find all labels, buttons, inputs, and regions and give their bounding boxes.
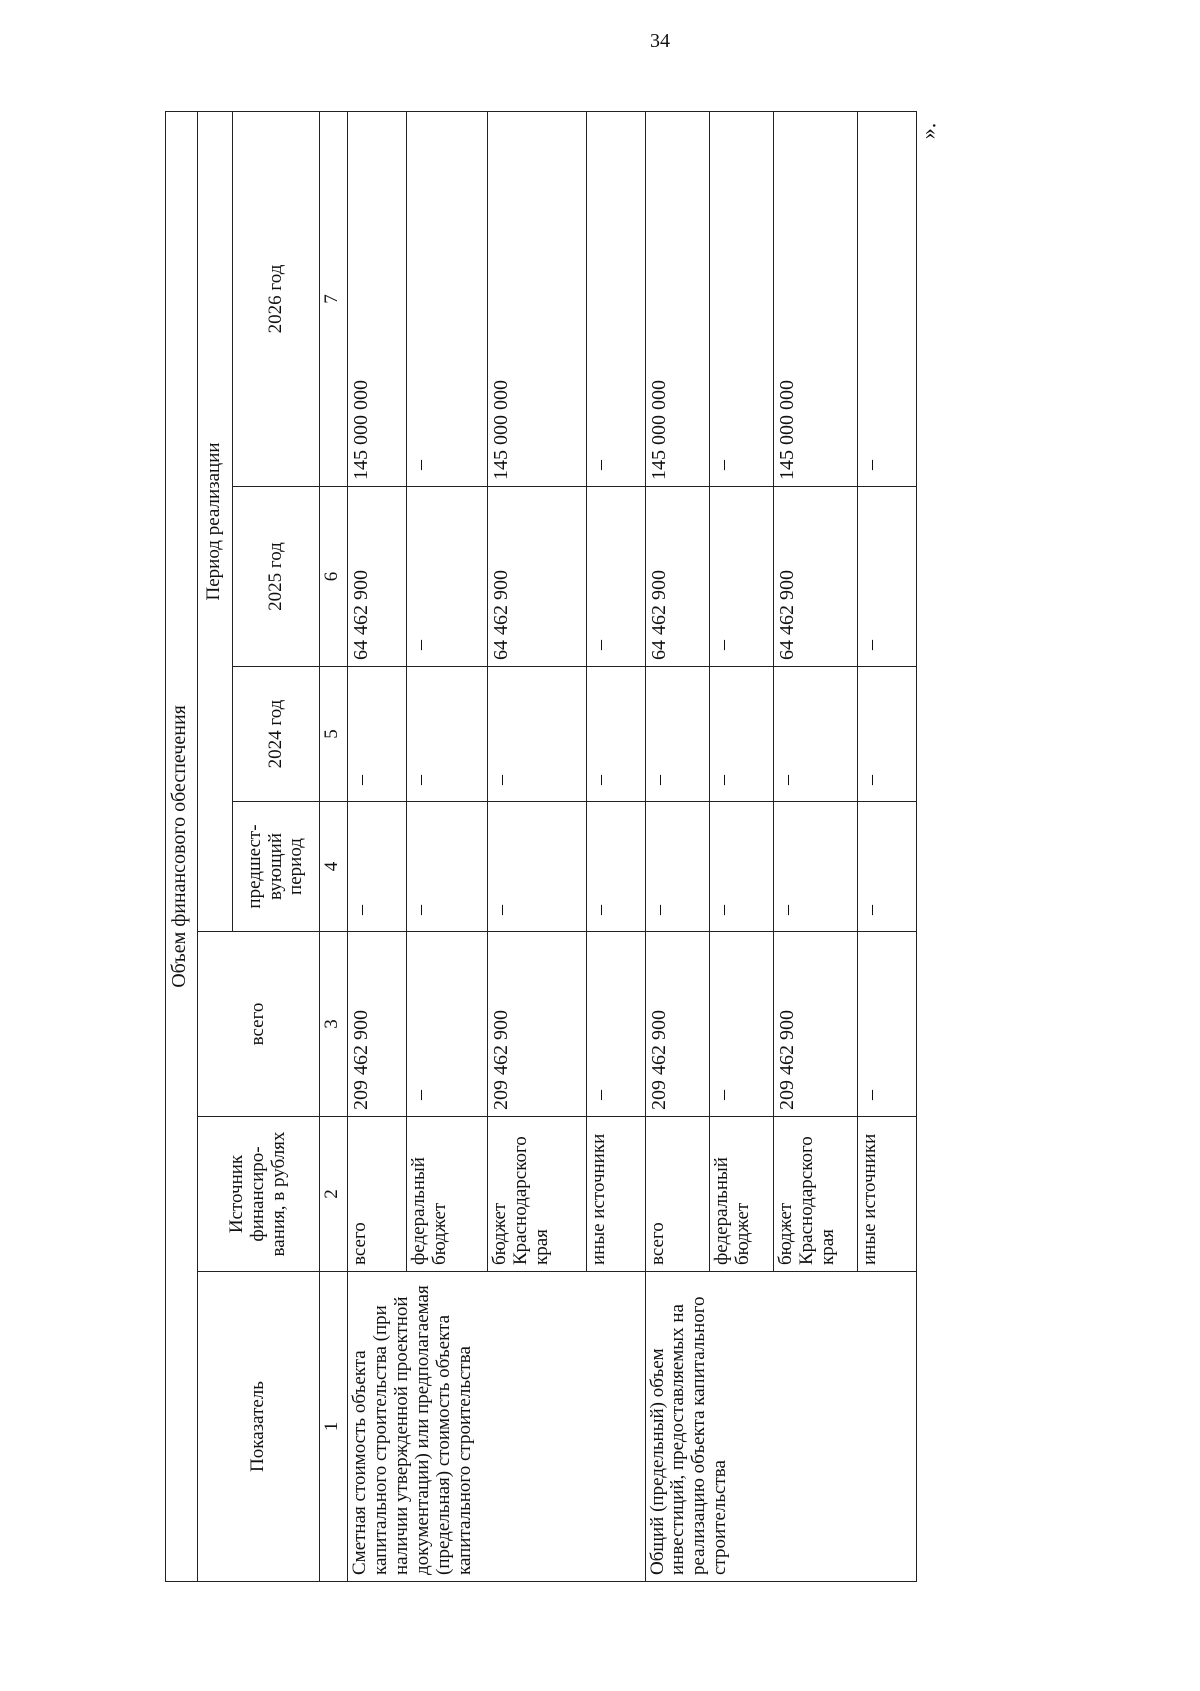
value-cell: 64 462 900 xyxy=(487,487,586,667)
value-cell: 209 462 900 xyxy=(774,932,858,1117)
value-cell: – xyxy=(348,667,407,802)
value-cell: 64 462 900 xyxy=(645,487,709,667)
value-cell: – xyxy=(407,487,487,667)
value-cell: – xyxy=(586,111,645,486)
value-cell: 64 462 900 xyxy=(774,487,858,667)
column-number: 3 xyxy=(320,932,348,1117)
value-cell: – xyxy=(586,667,645,802)
header-source: Источник финансиро-вания, в рублях xyxy=(198,1117,320,1272)
value-cell: – xyxy=(709,487,773,667)
value-cell: – xyxy=(857,802,916,932)
value-cell: – xyxy=(487,667,586,802)
value-cell: 145 000 000 xyxy=(645,111,709,486)
column-number: 1 xyxy=(320,1272,348,1582)
header-2024: 2024 год xyxy=(232,667,320,802)
value-cell: – xyxy=(709,667,773,802)
value-cell: – xyxy=(857,111,916,486)
financing-table-rotated xyxy=(165,112,917,1582)
value-cell: – xyxy=(586,932,645,1117)
column-numbers-row xyxy=(320,111,348,1581)
source-cell: иные источники xyxy=(586,1117,645,1272)
table-row xyxy=(645,111,709,1581)
source-cell: всего xyxy=(645,1117,709,1272)
header-2026: 2026 год xyxy=(232,111,320,486)
value-cell: – xyxy=(586,802,645,932)
value-cell: – xyxy=(709,111,773,486)
column-number: 5 xyxy=(320,667,348,802)
source-cell: бюджет Краснодарского края xyxy=(487,1117,586,1272)
value-cell: – xyxy=(348,802,407,932)
source-cell: всего xyxy=(348,1117,407,1272)
value-cell: 209 462 900 xyxy=(487,932,586,1117)
column-number: 6 xyxy=(320,487,348,667)
source-cell: федеральный бюджет xyxy=(709,1117,773,1272)
header-2025: 2025 год xyxy=(232,487,320,667)
value-cell: 145 000 000 xyxy=(487,111,586,486)
closing-quote-mark: ». xyxy=(915,122,941,140)
value-cell: – xyxy=(857,487,916,667)
value-cell: – xyxy=(857,667,916,802)
value-cell: – xyxy=(586,487,645,667)
header-period-group: Период реализации xyxy=(198,111,232,931)
source-cell: федеральный бюджет xyxy=(407,1117,487,1272)
value-cell: – xyxy=(709,932,773,1117)
value-cell: – xyxy=(645,667,709,802)
value-cell: – xyxy=(407,802,487,932)
value-cell: 145 000 000 xyxy=(348,111,407,486)
header-previous-period: предшест-вующий период xyxy=(232,802,320,932)
value-cell: – xyxy=(857,932,916,1117)
table-row xyxy=(348,111,407,1581)
page-number: 34 xyxy=(650,30,670,52)
source-cell: иные источники xyxy=(857,1117,916,1272)
header-total: всего xyxy=(198,932,320,1117)
value-cell: – xyxy=(407,932,487,1117)
value-cell: – xyxy=(407,667,487,802)
value-cell: 209 462 900 xyxy=(348,932,407,1117)
value-cell: – xyxy=(407,111,487,486)
value-cell: – xyxy=(774,802,858,932)
value-cell: 145 000 000 xyxy=(774,111,858,486)
indicator-total-investment: Общий (предельный) объем инвестиций, предоставляемых на реализацию объекта капитального строительства xyxy=(645,1272,917,1582)
header-indicator: Показатель xyxy=(198,1272,320,1582)
indicator-estimated-cost: Сметная стоимость объекта капитального строительства (при наличии утвержденной проектной документации) или предполагаемая (предельная) стоимость объекта капитального строительства xyxy=(348,1272,645,1582)
value-cell: – xyxy=(487,802,586,932)
table-title: Объем финансового обеспечения xyxy=(166,111,198,1581)
column-number: 7 xyxy=(320,111,348,486)
column-number: 4 xyxy=(320,802,348,932)
financing-table xyxy=(165,111,917,1582)
column-number: 2 xyxy=(320,1117,348,1272)
value-cell: – xyxy=(709,802,773,932)
value-cell: – xyxy=(774,667,858,802)
value-cell: – xyxy=(645,802,709,932)
value-cell: 64 462 900 xyxy=(348,487,407,667)
value-cell: 209 462 900 xyxy=(645,932,709,1117)
source-cell: бюджет Краснодарского края xyxy=(774,1117,858,1272)
